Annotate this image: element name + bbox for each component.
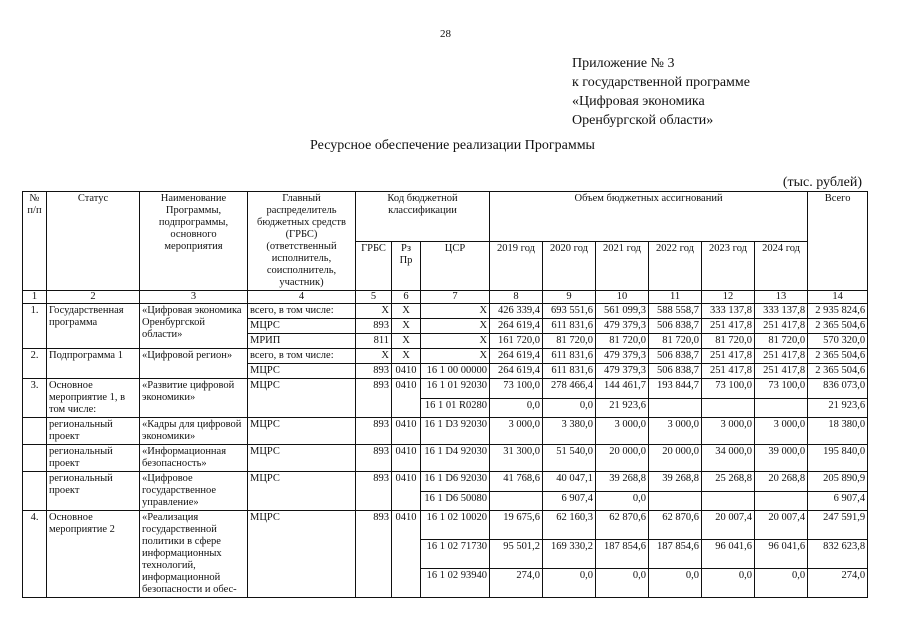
row-csr: 16 1 D4 92030	[421, 445, 490, 472]
column-number: 14	[808, 291, 868, 304]
row-year-value: 333 137,8	[755, 304, 808, 319]
appendix-line-2: к государственной программе	[572, 75, 750, 90]
row-year-value: 41 768,6	[490, 472, 543, 492]
row-year-value: 426 339,4	[490, 304, 543, 319]
row-year-value: 251 417,8	[702, 349, 755, 364]
row-total: 2 365 504,6	[808, 349, 868, 364]
row-rzpr: 0410	[392, 472, 421, 511]
row-year-value: 95 501,2	[490, 540, 543, 569]
row-year-value: 39 000,0	[755, 445, 808, 472]
table-row	[23, 511, 868, 540]
row-total: 2 365 504,6	[808, 319, 868, 334]
row-number: 3.	[23, 379, 47, 418]
row-csr: 16 1 D6 92030	[421, 472, 490, 492]
row-year-value: 73 100,0	[755, 379, 808, 399]
appendix-line-3: «Цифровая экономика	[572, 94, 705, 109]
header-csr: ЦСР	[421, 241, 490, 291]
row-total: 247 591,9	[808, 511, 868, 540]
row-grbs-code: Х	[356, 304, 392, 319]
row-status: региональный проект	[47, 418, 140, 445]
row-rzpr: 0410	[392, 445, 421, 472]
row-year-value	[755, 398, 808, 418]
row-grbs-code: 893	[356, 445, 392, 472]
row-year-value: 588 558,7	[649, 304, 702, 319]
row-rzpr: Х	[392, 319, 421, 334]
row-year-value: 251 417,8	[755, 364, 808, 379]
column-number: 10	[596, 291, 649, 304]
row-grbs: всего, в том числе:	[248, 304, 356, 319]
row-year-value: 20 007,4	[755, 511, 808, 540]
header-year: 2019 год	[490, 241, 543, 291]
row-total: 570 320,0	[808, 334, 868, 349]
row-year-value: 3 000,0	[490, 418, 543, 445]
page-number: 28	[440, 28, 451, 40]
row-grbs-code: 893	[356, 319, 392, 334]
row-status: региональный проект	[47, 445, 140, 472]
row-grbs: МЦРС	[248, 319, 356, 334]
row-year-value: 20 000,0	[649, 445, 702, 472]
header-status: Статус	[47, 192, 140, 291]
column-number: 4	[248, 291, 356, 304]
row-year-value: 144 461,7	[596, 379, 649, 399]
header-grbs-main: Главный распределитель бюджетных средств (ГРБС) (ответственный исполнитель, соисполнитель, участник)	[248, 192, 356, 291]
row-grbs-code: 811	[356, 334, 392, 349]
header-year: 2020 год	[543, 241, 596, 291]
row-csr: 16 1 D6 50080	[421, 491, 490, 511]
row-year-value: 479 379,3	[596, 349, 649, 364]
row-year-value: 0,0	[596, 569, 649, 598]
row-year-value: 31 300,0	[490, 445, 543, 472]
row-status: Подпрограмма 1	[47, 349, 140, 379]
row-year-value: 0,0	[702, 569, 755, 598]
row-year-value	[649, 398, 702, 418]
row-year-value: 81 720,0	[543, 334, 596, 349]
row-year-value: 169 330,2	[543, 540, 596, 569]
row-year-value: 81 720,0	[649, 334, 702, 349]
row-year-value: 611 831,6	[543, 319, 596, 334]
row-rzpr: 0410	[392, 364, 421, 379]
column-number: 6	[392, 291, 421, 304]
table-row	[23, 304, 868, 319]
appendix-line-4: Оренбургской области»	[572, 113, 714, 128]
header-grbs: ГРБС	[356, 241, 392, 291]
row-year-value: 506 838,7	[649, 319, 702, 334]
row-total: 832 623,8	[808, 540, 868, 569]
column-number: 13	[755, 291, 808, 304]
row-year-value: 81 720,0	[702, 334, 755, 349]
appendix-block	[572, 54, 750, 130]
column-number: 9	[543, 291, 596, 304]
row-grbs: МЦРС	[248, 511, 356, 598]
row-year-value: 611 831,6	[543, 349, 596, 364]
header-num: № п/п	[23, 192, 47, 291]
column-number: 1	[23, 291, 47, 304]
row-year-value: 19 675,6	[490, 511, 543, 540]
row-rzpr: 0410	[392, 418, 421, 445]
row-number: 2.	[23, 349, 47, 379]
row-year-value: 0,0	[596, 491, 649, 511]
row-year-value: 274,0	[490, 569, 543, 598]
row-rzpr: Х	[392, 349, 421, 364]
row-year-value: 611 831,6	[543, 364, 596, 379]
row-program-name: «Информационная безопасность»	[140, 445, 248, 472]
table-row	[23, 472, 868, 492]
row-grbs: МЦРС	[248, 379, 356, 418]
header-rzpr: Рз Пр	[392, 241, 421, 291]
row-year-value: 251 417,8	[702, 319, 755, 334]
row-csr: Х	[421, 334, 490, 349]
appendix-line-1: Приложение № 3	[572, 56, 675, 71]
row-grbs-code: Х	[356, 349, 392, 364]
row-grbs-code: 893	[356, 364, 392, 379]
column-number: 5	[356, 291, 392, 304]
resource-table	[22, 191, 868, 598]
row-year-value: 506 838,7	[649, 349, 702, 364]
row-total: 6 907,4	[808, 491, 868, 511]
row-year-value	[755, 491, 808, 511]
column-number: 12	[702, 291, 755, 304]
row-csr: 16 1 00 00000	[421, 364, 490, 379]
column-number: 3	[140, 291, 248, 304]
row-year-value: 561 099,3	[596, 304, 649, 319]
row-csr: Х	[421, 304, 490, 319]
column-number: 2	[47, 291, 140, 304]
row-year-value: 20 000,0	[596, 445, 649, 472]
row-number: 4.	[23, 511, 47, 598]
row-year-value: 693 551,6	[543, 304, 596, 319]
row-year-value: 21 923,6	[596, 398, 649, 418]
row-year-value: 81 720,0	[596, 334, 649, 349]
row-program-name: «Реализация государственной политики в сфере информационных технологий, информационной безопасности и обес-	[140, 511, 248, 598]
header-budget-code: Код бюджетной классификации	[356, 192, 490, 242]
row-total: 205 890,9	[808, 472, 868, 492]
document-title: Ресурсное обеспечение реализации Программы	[310, 138, 595, 153]
row-year-value: 3 000,0	[649, 418, 702, 445]
row-status: региональный проект	[47, 472, 140, 511]
row-year-value: 251 417,8	[755, 319, 808, 334]
row-year-value: 96 041,6	[702, 540, 755, 569]
row-year-value: 187 854,6	[596, 540, 649, 569]
row-program-name: «Цифровой регион»	[140, 349, 248, 379]
row-number: 1.	[23, 304, 47, 349]
column-number: 11	[649, 291, 702, 304]
row-year-value: 0,0	[543, 569, 596, 598]
row-status: Основное мероприятие 2	[47, 511, 140, 598]
row-year-value: 187 854,6	[649, 540, 702, 569]
row-year-value: 6 907,4	[543, 491, 596, 511]
row-year-value: 251 417,8	[755, 349, 808, 364]
row-year-value: 34 000,0	[702, 445, 755, 472]
row-total: 195 840,0	[808, 445, 868, 472]
row-year-value: 3 000,0	[702, 418, 755, 445]
row-total: 2 935 824,6	[808, 304, 868, 319]
row-year-value: 20 268,8	[755, 472, 808, 492]
table-row	[23, 418, 868, 445]
row-year-value: 278 466,4	[543, 379, 596, 399]
row-csr: 16 1 01 92030	[421, 379, 490, 399]
row-year-value: 73 100,0	[702, 379, 755, 399]
row-year-value: 73 100,0	[490, 379, 543, 399]
row-year-value: 0,0	[755, 569, 808, 598]
row-year-value: 3 000,0	[596, 418, 649, 445]
row-grbs: МЦРС	[248, 472, 356, 511]
row-grbs-code: 893	[356, 379, 392, 418]
row-year-value: 0,0	[543, 398, 596, 418]
header-name: Наименование Программы, подпрограммы, основного мероприятия	[140, 192, 248, 291]
row-year-value: 264 619,4	[490, 364, 543, 379]
row-number	[23, 472, 47, 511]
row-year-value: 51 540,0	[543, 445, 596, 472]
row-grbs-code: 893	[356, 472, 392, 511]
row-csr: 16 1 01 R0280	[421, 398, 490, 418]
row-year-value: 251 417,8	[702, 364, 755, 379]
header-year: 2024 год	[755, 241, 808, 291]
row-year-value: 193 844,7	[649, 379, 702, 399]
row-program-name: «Развитие цифровой экономики»	[140, 379, 248, 418]
header-year: 2021 год	[596, 241, 649, 291]
units-label: (тыс. рублей)	[782, 175, 862, 190]
row-year-value: 333 137,8	[702, 304, 755, 319]
row-program-name: «Цифровое государственное управление»	[140, 472, 248, 511]
row-rzpr: Х	[392, 304, 421, 319]
row-total: 18 380,0	[808, 418, 868, 445]
row-year-value: 506 838,7	[649, 364, 702, 379]
row-csr: Х	[421, 349, 490, 364]
header-year: 2023 год	[702, 241, 755, 291]
row-csr: 16 1 D3 92030	[421, 418, 490, 445]
row-year-value: 0,0	[490, 398, 543, 418]
row-program-name: «Цифровая экономика Оренбургской области»	[140, 304, 248, 349]
row-year-value: 62 160,3	[543, 511, 596, 540]
row-year-value: 39 268,8	[649, 472, 702, 492]
row-total: 2 365 504,6	[808, 364, 868, 379]
row-total: 836 073,0	[808, 379, 868, 399]
column-number: 8	[490, 291, 543, 304]
row-year-value	[649, 491, 702, 511]
row-rzpr: 0410	[392, 379, 421, 418]
row-year-value: 40 047,1	[543, 472, 596, 492]
header-year: 2022 год	[649, 241, 702, 291]
row-year-value: 479 379,3	[596, 364, 649, 379]
row-year-value	[490, 491, 543, 511]
row-number	[23, 445, 47, 472]
row-year-value: 264 619,4	[490, 319, 543, 334]
column-number: 7	[421, 291, 490, 304]
row-grbs: всего, в том числе:	[248, 349, 356, 364]
row-grbs: МЦРС	[248, 445, 356, 472]
row-status: Основное мероприятие 1, в том числе:	[47, 379, 140, 418]
row-year-value: 264 619,4	[490, 349, 543, 364]
row-year-value: 25 268,8	[702, 472, 755, 492]
row-year-value: 3 000,0	[755, 418, 808, 445]
row-year-value: 0,0	[649, 569, 702, 598]
row-csr: Х	[421, 319, 490, 334]
row-year-value: 3 380,0	[543, 418, 596, 445]
row-status: Государственная программа	[47, 304, 140, 349]
row-year-value: 96 041,6	[755, 540, 808, 569]
row-year-value	[702, 491, 755, 511]
table-row	[23, 349, 868, 364]
row-year-value: 62 870,6	[596, 511, 649, 540]
table-row	[23, 379, 868, 399]
header-volume: Объем бюджетных ассигнований	[490, 192, 808, 242]
row-year-value: 20 007,4	[702, 511, 755, 540]
row-rzpr: Х	[392, 334, 421, 349]
row-program-name: «Кадры для цифровой экономики»	[140, 418, 248, 445]
row-csr: 16 1 02 10020	[421, 511, 490, 540]
row-year-value	[702, 398, 755, 418]
row-grbs-code: 893	[356, 511, 392, 598]
row-total: 274,0	[808, 569, 868, 598]
row-year-value: 62 870,6	[649, 511, 702, 540]
row-grbs: МЦРС	[248, 364, 356, 379]
row-csr: 16 1 02 71730	[421, 540, 490, 569]
row-rzpr: 0410	[392, 511, 421, 598]
header-total: Всего	[808, 192, 868, 291]
row-csr: 16 1 02 93940	[421, 569, 490, 598]
row-grbs: МЦРС	[248, 418, 356, 445]
row-year-value: 161 720,0	[490, 334, 543, 349]
row-number	[23, 418, 47, 445]
row-grbs-code: 893	[356, 418, 392, 445]
row-total: 21 923,6	[808, 398, 868, 418]
row-year-value: 81 720,0	[755, 334, 808, 349]
table-row	[23, 445, 868, 472]
row-grbs: МРИП	[248, 334, 356, 349]
row-year-value: 479 379,3	[596, 319, 649, 334]
row-year-value: 39 268,8	[596, 472, 649, 492]
